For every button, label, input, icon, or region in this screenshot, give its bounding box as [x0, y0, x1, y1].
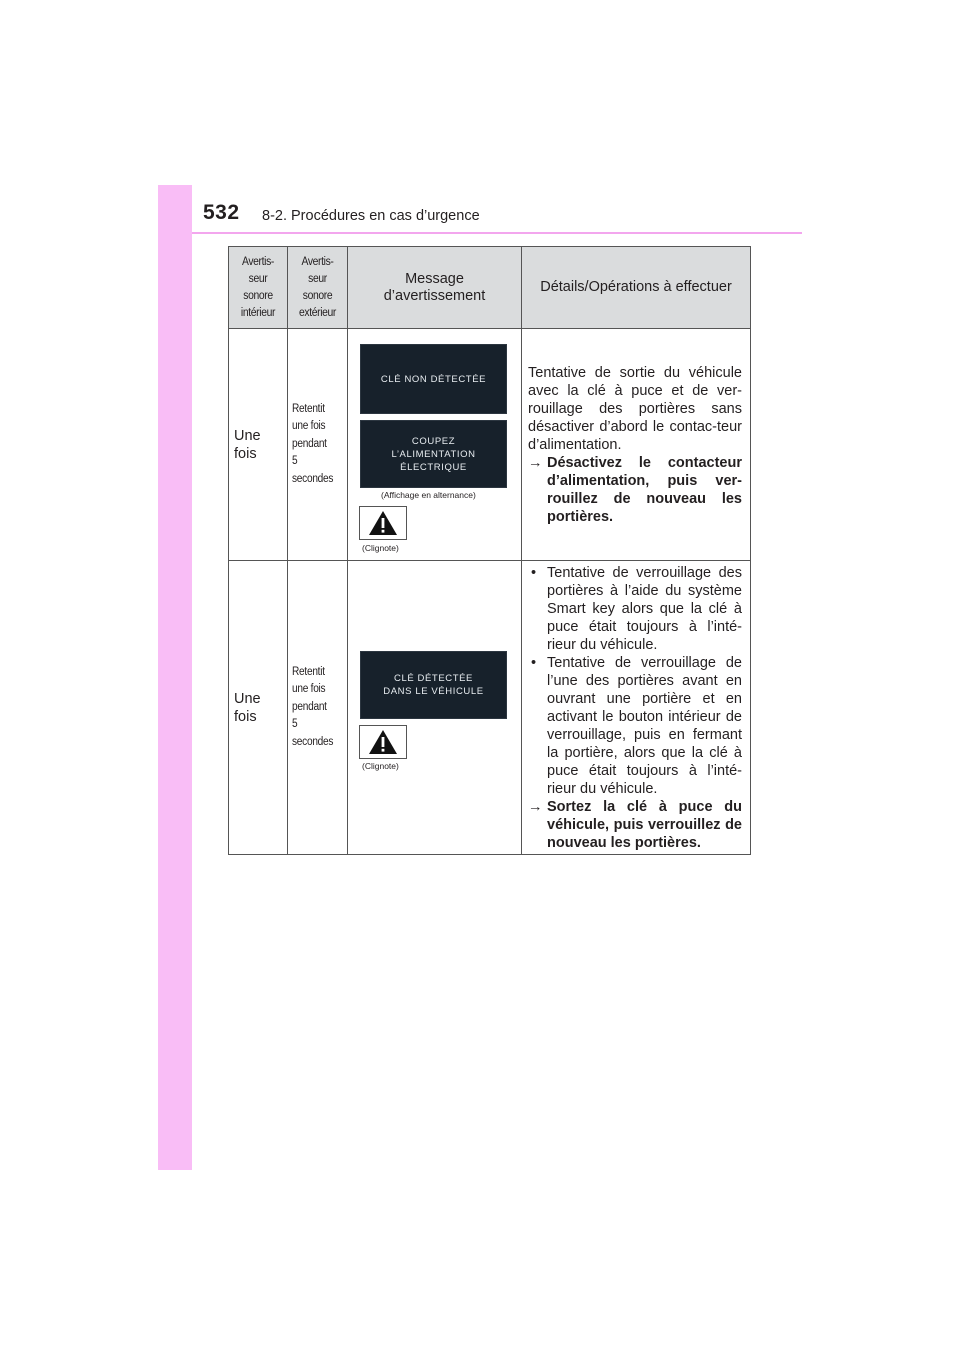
page-number: 532 [203, 201, 240, 224]
warning-indicator [359, 506, 407, 540]
details-cell [522, 561, 751, 855]
action-text: Sortez la clé à puce du véhicule, puis verrouillez de nouveau les portières. [547, 798, 742, 851]
exterior-buzzer-cell: Retentit une fois pendant 5 secondes [288, 329, 348, 561]
icon-caption: (Clignote) [362, 543, 399, 553]
warning-triangle-icon [368, 729, 398, 755]
warning-table [228, 246, 751, 855]
table-row [229, 561, 751, 855]
display-screen: CLÉ NON DÉTECTÉE [360, 344, 507, 414]
arrow-icon: → [528, 454, 543, 471]
header-message: Message d’avertissement [348, 247, 522, 329]
header-details: Détails/Opérations à effectuer [522, 247, 751, 329]
arrow-icon: → [528, 798, 543, 815]
warning-indicator [359, 725, 407, 759]
message-cell [348, 329, 522, 561]
table-header-row [229, 247, 751, 329]
message-cell [348, 561, 522, 855]
table-row [229, 329, 751, 561]
header-exterior-buzzer: Avertis- seur sonore extérieur [288, 247, 348, 329]
side-color-band [158, 185, 192, 1170]
interior-buzzer-cell: Une fois [229, 561, 288, 855]
display-screen: COUPEZ L’ALIMENTATION ÉLECTRIQUE [360, 420, 507, 488]
icon-caption: (Clignote) [362, 761, 399, 771]
header-interior-buzzer: Avertis- seur sonore intérieur [229, 247, 288, 329]
interior-buzzer-cell: Une fois [229, 329, 288, 561]
action-line [528, 798, 742, 852]
action-text: Désactivez le contacteur d’alimentation, puis ver-rouillez de nouveau les portières. [547, 454, 742, 525]
detail-text: Tentative de sortie du véhicule avec la clé à puce et de ver-rouillage des portières sans désactiver d’abord le contac-teur d’alimentation. [528, 364, 742, 453]
bullet-item: • Tentative de verrouillage de l’une des portières avant en ouvrant une portière et en activant le bouton intérieur de verrouillage, puis en fermant la portière, alors que la clé à puce était toujours à l’inté-rieur du véhicule. [528, 654, 742, 798]
display-screen: CLÉ DÉTECTÉE DANS LE VÉHICULE [360, 651, 507, 719]
header-rule [192, 232, 802, 234]
screen-caption: (Affichage en alternance) [381, 490, 476, 500]
section-title: 8-2. Procédures en cas d’urgence [262, 208, 480, 224]
warning-triangle-icon [368, 510, 398, 536]
bullet-item: • Tentative de verrouillage des portières à l’aide du système Smart key alors que la clé à puce était toujours à l’inté-rieur du véhicule. [528, 564, 742, 654]
details-cell [522, 329, 751, 561]
action-line [528, 454, 742, 526]
exterior-buzzer-cell: Retentit une fois pendant 5 secondes [288, 561, 348, 855]
